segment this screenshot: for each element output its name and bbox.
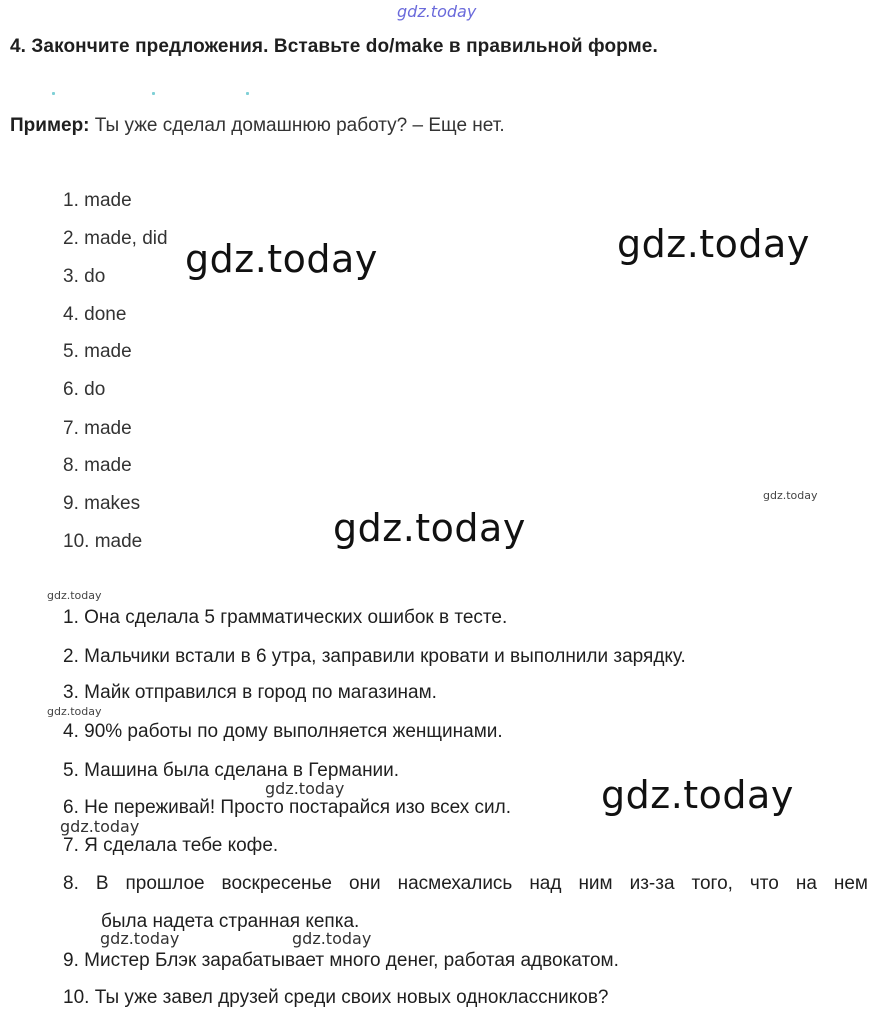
exercise-title: 4. Закончите предложения. Вставьте do/make в правильной форме. — [10, 36, 658, 57]
example-text: Ты уже сделал домашнюю работу? – Еще нет. — [89, 115, 505, 136]
example-line — [10, 115, 505, 137]
header-watermark: gdz.today — [397, 2, 477, 21]
answer-item: 8. made — [63, 455, 132, 476]
watermark: gdz.today — [763, 489, 818, 502]
answer-item: 4. done — [63, 304, 127, 325]
answer-item: 1. made — [63, 190, 132, 211]
watermark: gdz.today — [185, 237, 378, 281]
watermark: gdz.today — [47, 589, 102, 602]
answer-item: 3. do — [63, 266, 106, 287]
translation-item: 5. Машина была сделана в Германии. — [63, 760, 400, 781]
answer-item: 9. makes — [63, 493, 141, 514]
translation-item: 2. Мальчики встали в 6 утра, заправили кровати и выполнили зарядку. — [63, 646, 686, 667]
watermark: gdz.today — [617, 222, 810, 266]
watermark: gdz.today — [60, 817, 140, 836]
watermark: gdz.today — [100, 929, 180, 948]
answer-item: 6. do — [63, 379, 106, 400]
answer-item: 10. made — [63, 531, 143, 552]
answer-item: 5. made — [63, 341, 132, 362]
translation-item: 1. Она сделала 5 грамматических ошибок в тесте. — [63, 607, 508, 628]
watermark: gdz.today — [333, 506, 526, 550]
translation-item: 3. Майк отправился в город по магазинам. — [63, 682, 437, 703]
watermark: gdz.today — [47, 705, 102, 718]
answer-item: 7. made — [63, 418, 132, 439]
translation-item: 9. Мистер Блэк зарабатывает много денег, работая адвокатом. — [63, 950, 619, 971]
decorative-marks — [52, 92, 252, 95]
watermark: gdz.today — [601, 773, 794, 817]
translation-item-continuation: была надета странная кепка. — [101, 911, 360, 932]
translation-item: 7. Я сделала тебе кофе. — [63, 835, 279, 856]
answer-item: 2. made, did — [63, 228, 168, 249]
translation-item: 6. Не переживай! Просто постарайся изо всех сил. — [63, 797, 512, 818]
translation-item: 4. 90% работы по дому выполняется женщинами. — [63, 721, 503, 742]
example-label: Пример: — [10, 115, 90, 136]
watermark: gdz.today — [265, 779, 345, 798]
watermark: gdz.today — [292, 929, 372, 948]
translation-item: 10. Ты уже завел друзей среди своих новых одноклассников? — [63, 987, 609, 1008]
translation-item: 8. В прошлое воскресенье они насмехались над ним из-за того, что на нем — [63, 873, 868, 894]
